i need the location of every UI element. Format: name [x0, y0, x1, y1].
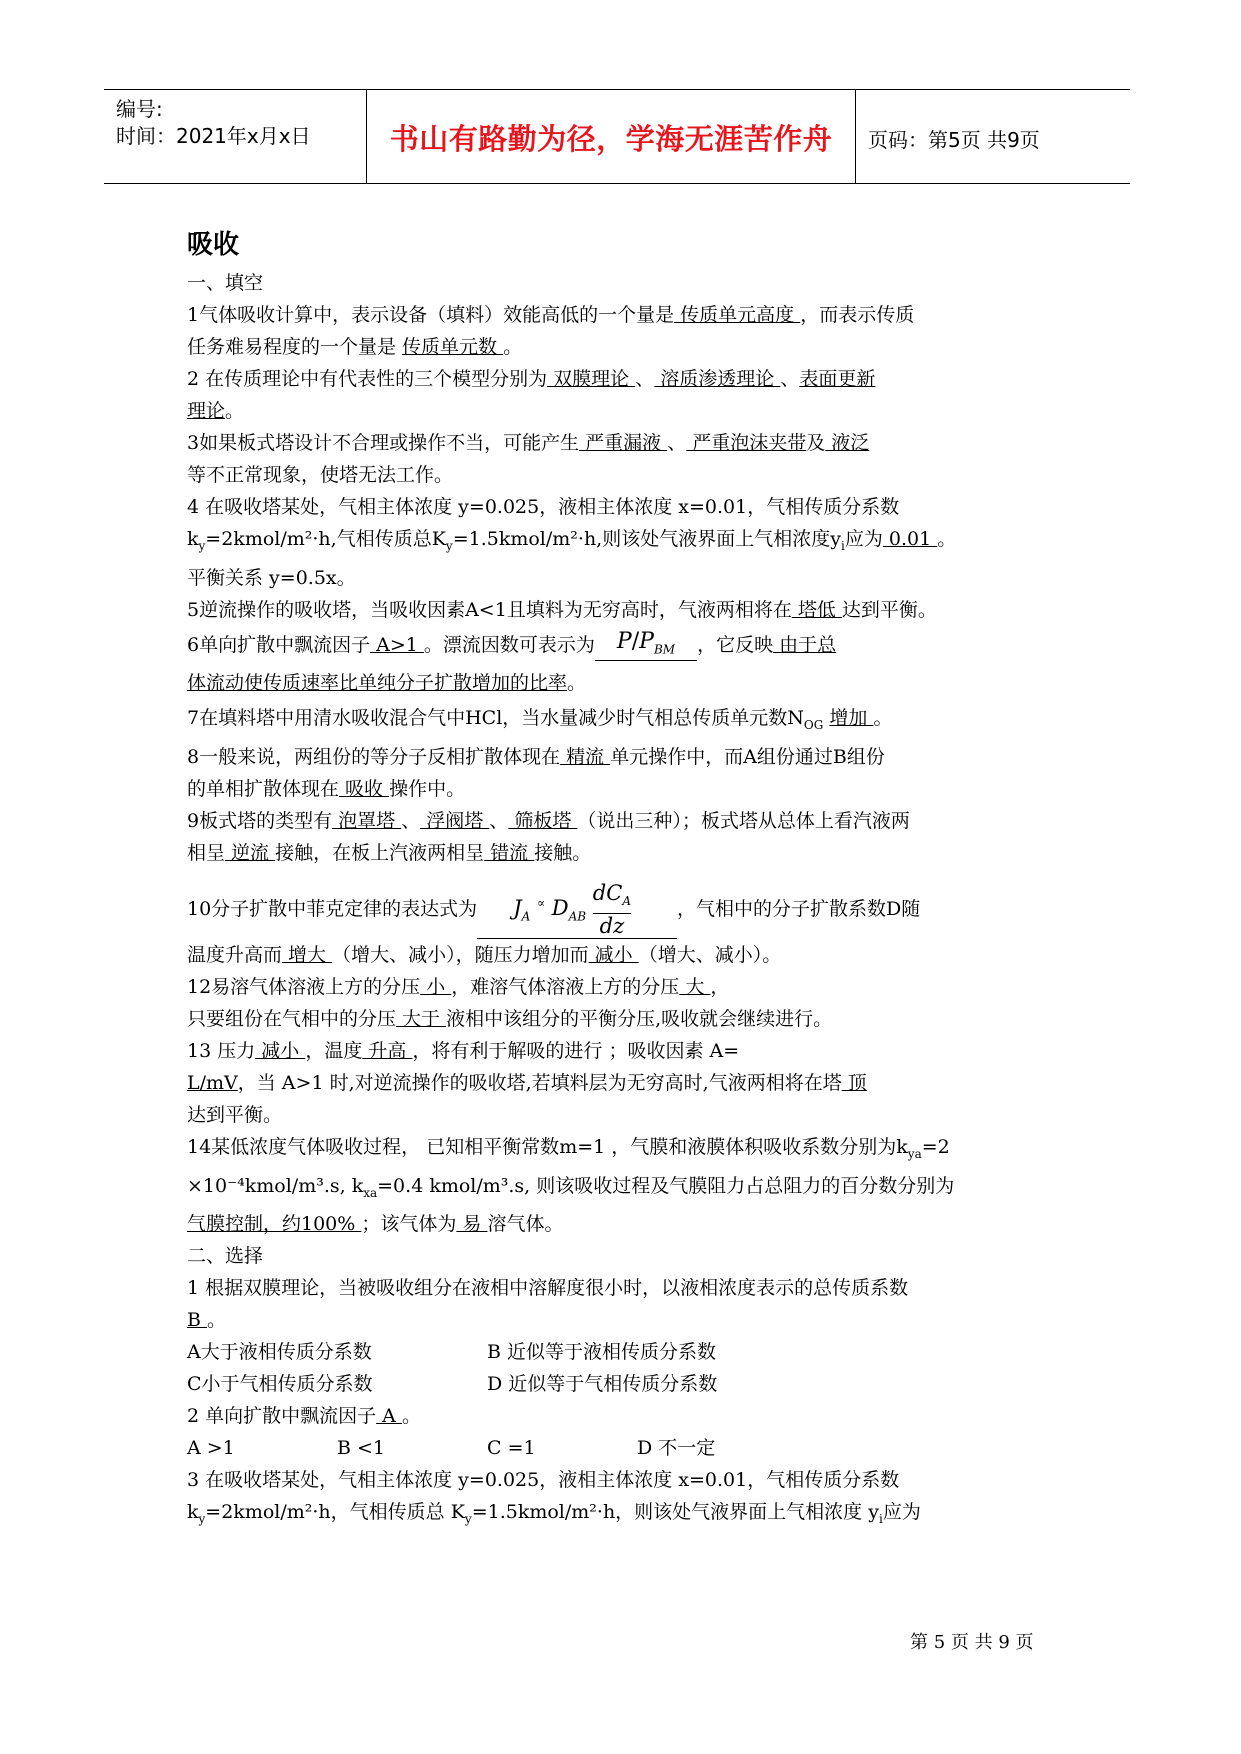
- formula-d-sub: AB: [568, 908, 587, 923]
- q3-sep-2: 及: [806, 432, 826, 454]
- q8-answer-2: 吸收: [339, 777, 390, 800]
- question-5: [187, 594, 1057, 626]
- q13-text-3: ，将有利于解吸的进行 ；吸收因素 A=: [412, 1039, 740, 1062]
- q6-answer-1: A>1: [370, 633, 424, 656]
- q4-text-2: $k_y=2kmol/m^2\cdot h$,气相传质总$K_y=1.5kmol/m^2\cdot h$,则该处气液界面上气相浓度$y_i$应为: [187, 528, 883, 553]
- question-4: [187, 491, 1057, 594]
- q6-answer-2: 由于总: [773, 633, 837, 656]
- question-14: [187, 1131, 1057, 1241]
- q9-text-4: 接触，在板上汽液两相呈: [275, 841, 485, 864]
- q3-text-2: 等不正常现象，使塔无法工作。: [187, 464, 454, 486]
- c1-text: 1 根据双膜理论，当被吸收组分在液相中溶解度很小时，以液相浓度表示的总传质系数: [187, 1277, 909, 1300]
- question-2: [187, 363, 1057, 427]
- q9-answer-4: 逆流: [225, 841, 276, 864]
- q9-sep-2: 、: [489, 809, 509, 832]
- header-right-cell: [856, 90, 1130, 183]
- q5-text-2: 达到平衡。: [841, 598, 937, 621]
- q1-answer-2: 传质单元数: [402, 336, 504, 358]
- q13-answer-4: 顶: [841, 1071, 867, 1094]
- q7-sub: OG: [803, 717, 824, 732]
- choice-2-options: [187, 1432, 1057, 1464]
- q3-answer-1: 严重漏液: [579, 432, 668, 454]
- q1-text: 1气体吸收计算中，表示设备（填料）效能高低的一个量是: [187, 304, 675, 326]
- motto: 书山有路勤为径，学海无涯苦作舟: [389, 122, 833, 156]
- q3-answer-2: 严重泡沫夹带: [686, 432, 807, 454]
- q9-answer-3: 筛板塔: [508, 809, 578, 832]
- q8-text-3: 的单相扩散体现在: [187, 777, 340, 800]
- c2-option-c: C =1: [487, 1437, 536, 1460]
- question-6: [187, 626, 1057, 702]
- q12-text-5: 液相中该组分的平衡分压,吸收就会继续进行。: [446, 1007, 833, 1030]
- page-title: 吸收: [187, 230, 240, 260]
- question-3: [187, 427, 1057, 491]
- q8-text: 8一般来说，两组份的等分子反相扩散体现在: [187, 745, 561, 768]
- question-1: [187, 299, 1057, 363]
- q1-text-2: ，而表示传质: [800, 304, 915, 326]
- q14-text-4: =0.4 kmol/m³.s, 则该吸收过程及气膜阻力占总阻力的百分数分别为: [377, 1174, 955, 1197]
- c3-text: 3 在吸收塔某处，气相主体浓度 y=0.025，液相主体浓度 x=0.01，气相传质分系数: [187, 1469, 900, 1492]
- q12-text-2: ，难溶气体溶液上方的分压: [451, 975, 680, 998]
- q2-end: 。: [225, 400, 245, 422]
- formula-dc: dC: [592, 880, 623, 905]
- q9-answer-2: 浮阀塔: [420, 809, 490, 832]
- q14-text-6: 溶气体。: [487, 1213, 564, 1236]
- q13-answer-2: 升高: [362, 1039, 413, 1062]
- q1-answer-1: 传质单元高度: [674, 304, 801, 326]
- q5-answer: 塔低: [791, 598, 842, 621]
- q9-answer-5: 错流: [484, 841, 535, 864]
- q13-text: 13 压力: [187, 1039, 256, 1062]
- proportional-symbol: ∝: [536, 895, 546, 910]
- q2-sep-1: 、: [635, 368, 655, 390]
- q10-answer-1: 增大: [282, 943, 333, 966]
- formula-dz: dz: [599, 913, 625, 938]
- q14-sub-2: xa: [363, 1185, 378, 1200]
- c1-option-c: C小于气相传质分系数: [187, 1373, 373, 1396]
- q12-text-3: ，: [710, 975, 730, 998]
- header-left-cell: [104, 90, 366, 183]
- q14-answer-1-cont: 气膜控制，约100%: [187, 1213, 362, 1236]
- q12-answer-1: 小: [420, 975, 452, 998]
- document-body: [187, 224, 1057, 1535]
- page-footer: 第 5 页 共 9 页: [910, 1632, 1034, 1653]
- q9-text-2: （说出三种）；板式塔从总体上看汽液两: [577, 809, 910, 832]
- q6-text-3: ，它反映: [697, 633, 774, 656]
- c1-option-b: B 近似等于液相传质分系数: [487, 1341, 717, 1364]
- c2-option-b: B <1: [337, 1437, 386, 1460]
- q2-text: 2 在传质理论中有代表性的三个模型分别为: [187, 368, 548, 390]
- c2-end: 。: [401, 1405, 421, 1428]
- q1-text-3: 任务难易程度的一个量是: [187, 336, 403, 358]
- q14-text: 14某低浓度气体吸收过程， 已知相平衡常数m=1 ，气膜和液膜体积吸收系数分别为k: [187, 1135, 908, 1158]
- formula-pbm-sub: BM: [653, 641, 676, 656]
- q2-answer-2: 溶质渗透理论: [654, 368, 781, 390]
- q6-text-2: 。漂流因数可表示为: [423, 633, 595, 656]
- c2-text: 2 单向扩散中飘流因子: [187, 1405, 377, 1428]
- choice-1-options: [187, 1336, 1057, 1400]
- q10-text-3: 温度升高而: [187, 943, 283, 966]
- question-13: [187, 1035, 1057, 1131]
- question-7: [187, 702, 1057, 741]
- q12-text-4: 只要组份在气相中的分压: [187, 1007, 397, 1030]
- q9-text: 9板式塔的类型有: [187, 809, 333, 832]
- q9-answer-1: 泡罩塔: [332, 809, 402, 832]
- formula-j: J: [513, 895, 522, 920]
- q3-sep-1: 、: [667, 432, 687, 454]
- formula-dc-sub: A: [622, 893, 631, 908]
- formula-d: D: [551, 895, 569, 920]
- q4-answer: 0.01: [882, 528, 938, 550]
- q14-text-2: =2: [921, 1135, 950, 1158]
- q7-text: 7在填料塔中用清水吸收混合气中HCl，当水量减少时气相总传质单元数N: [187, 706, 804, 729]
- q3-answer-3: 液泛: [825, 432, 870, 454]
- q8-text-2: 单元操作中，而A组份通过B组份: [610, 745, 885, 768]
- q8-answer-1: 精流: [560, 745, 611, 768]
- q8-text-4: 操作中。: [389, 777, 466, 800]
- serial-label: 编号:: [116, 97, 163, 121]
- header-motto-cell: [366, 90, 856, 183]
- page-label: 页码：第5页 共9页: [868, 128, 1040, 152]
- q2-answer-3-cont: 理论: [187, 400, 226, 422]
- q14-text-5: ；该气体为: [361, 1213, 457, 1236]
- c2-option-a: A >1: [187, 1437, 235, 1460]
- q5-text: 5逆流操作的吸收塔，当吸收因素A<1且填料为无穷高时，气液两相将在: [187, 598, 792, 621]
- q13-text-5: 达到平衡。: [187, 1103, 283, 1126]
- q9-text-3: 相呈: [187, 841, 226, 864]
- formula-pbm: P: [639, 628, 654, 654]
- q2-answer-1: 双膜理论: [547, 368, 636, 390]
- q14-text-3: ×10⁻⁴kmol/m³.s, k: [187, 1174, 364, 1197]
- q2-sep-2: 、: [780, 368, 800, 390]
- q13-answer-3: L/mV: [187, 1071, 238, 1094]
- choice-2: [187, 1400, 1057, 1432]
- q7-answer: 增加: [829, 706, 874, 729]
- question-8: [187, 741, 1057, 805]
- q6-answer-2-cont: 体流动使传质速率比单纯分子扩散增加的比率: [187, 671, 568, 694]
- c1-option-d: D 近似等于气相传质分系数: [487, 1373, 718, 1396]
- q10-text: 10分子扩散中菲克定律的表达式为: [187, 897, 478, 920]
- q9-text-5: 接触。: [534, 841, 592, 864]
- q10-answer-2: 减小: [588, 943, 639, 966]
- q1-end: 。: [503, 336, 523, 358]
- q4-text: 4 在吸收塔某处，气相主体浓度 y=0.025，液相主体浓度 x=0.01，气相传质分系数: [187, 496, 900, 518]
- q7-end: 。: [873, 706, 893, 729]
- q3-text: 3如果板式塔设计不合理或操作不当，可能产生: [187, 432, 580, 454]
- c1-end: 。: [207, 1309, 227, 1332]
- question-10: [187, 881, 1057, 971]
- q9-sep-1: 、: [401, 809, 421, 832]
- q6-text: 6单向扩散中飘流因子: [187, 633, 371, 656]
- drift-factor-formula: $P/P_{BM}$: [595, 631, 697, 661]
- q10-text-4: （增大、减小），随压力增加而: [332, 943, 589, 966]
- c3-text-2: $k_y=2kmol/m^2\cdot h$，气相传质总 $K_y=1.5kmol/m^2\cdot h$，则该处气液界面上气相浓度 $y_i$应为: [187, 1501, 921, 1527]
- choice-1: [187, 1272, 1057, 1336]
- c1-option-a: A大于液相传质分系数: [187, 1341, 372, 1364]
- page-header: [104, 89, 1130, 184]
- q10-text-5: （增大、减小）。: [638, 943, 782, 966]
- q2-answer-3: 表面更新: [799, 368, 876, 390]
- q12-answer-3: 大于: [396, 1007, 447, 1030]
- choice-3: [187, 1464, 1057, 1535]
- section-heading-fill: 一、填空: [187, 272, 264, 294]
- question-9: [187, 805, 1057, 869]
- q13-text-4: ，当 A>1 时,对逆流操作的吸收塔,若填料层为无穷高时,气液两相将在塔: [237, 1071, 842, 1094]
- question-12: [187, 971, 1057, 1035]
- q13-text-2: ，温度: [305, 1039, 363, 1062]
- c2-option-d: D 不一定: [637, 1437, 716, 1460]
- q4-text-3: 平衡关系 y=0.5x。: [187, 566, 356, 589]
- fick-law-formula: [477, 881, 677, 939]
- q14-answer-2: 易: [456, 1213, 488, 1236]
- c2-answer: A: [376, 1405, 402, 1428]
- q14-sub-1: ya: [907, 1146, 922, 1161]
- q12-answer-2: 大: [679, 975, 711, 998]
- formula-j-sub: A: [521, 908, 531, 923]
- q6-end: 。: [567, 671, 587, 694]
- c1-answer: B: [187, 1309, 208, 1332]
- q12-text: 12易溶气体溶液上方的分压: [187, 975, 421, 998]
- q13-answer-1: 减小: [255, 1039, 306, 1062]
- formula-p: P: [616, 628, 632, 654]
- section-heading-choice: 二、选择: [187, 1245, 264, 1268]
- q4-end: 。: [937, 528, 957, 550]
- time-label: 时间：2021年x月x日: [116, 124, 311, 148]
- q10-text-2: ，气相中的分子扩散系数D随: [676, 897, 921, 920]
